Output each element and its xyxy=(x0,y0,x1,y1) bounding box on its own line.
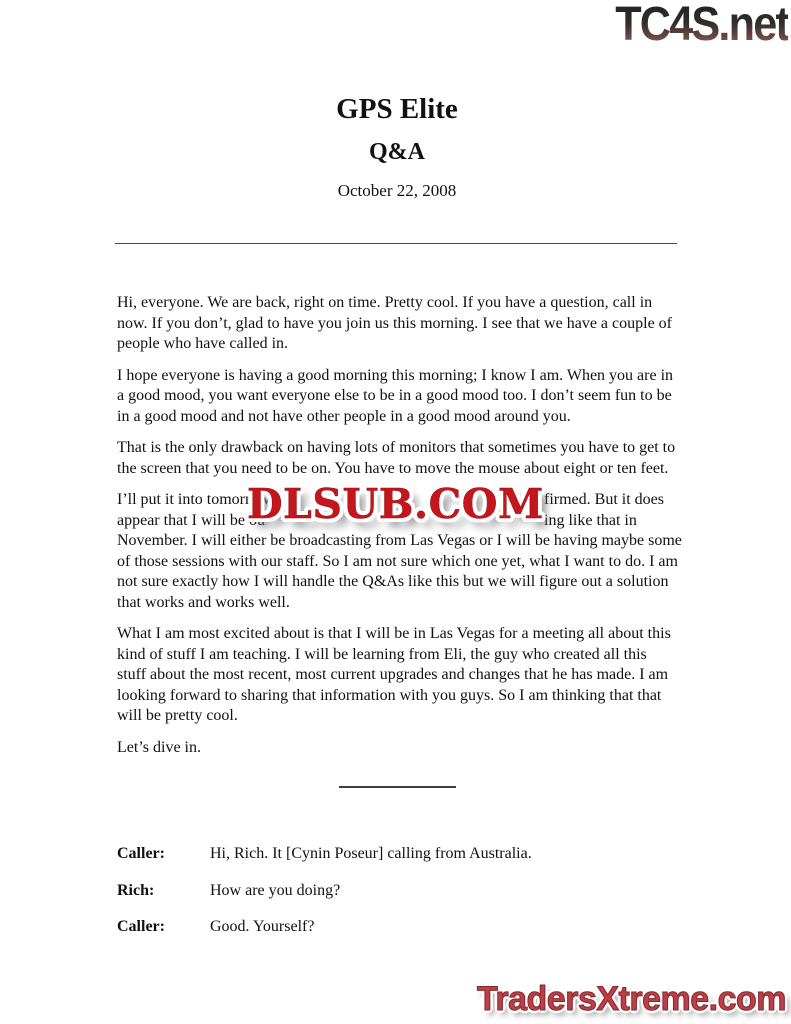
paragraph: Let’s dive in. xyxy=(117,738,201,756)
page-title: GPS Elite xyxy=(336,93,458,125)
dialogue-row xyxy=(117,917,677,938)
paragraph-line: not sure exactly how I will handle the Q&As like this but we will figure out a solution xyxy=(117,573,669,590)
dialogue-speaker: Caller: xyxy=(117,845,165,862)
paragraph-line: November. I will either be broadcasting from Las Vegas or I will be having maybe some xyxy=(117,532,682,549)
dialogue-row xyxy=(117,844,677,865)
paragraph: Hi, everyone. We are back, right on time. Pretty cool. If you have a question, call in now. If you don’t, glad to have you join us this morning. I see that we have a couple of people who have called in. xyxy=(117,294,672,352)
obscured-line-fragment: firmed. But it does xyxy=(544,491,664,508)
paragraph-with-watermark xyxy=(117,480,682,613)
dialogue-speaker: Rich: xyxy=(117,881,155,899)
paragraph-line: of those sessions with our staff. So I am not sure which one yet, what I want to do. I am xyxy=(117,552,678,570)
tradersxtreme-logo: TradersXtreme.com xyxy=(477,980,786,1018)
document-content xyxy=(117,0,682,954)
paragraph: I hope everyone is having a good morning this morning; I know I am. When you are in a good mood, you want everyone else to be in a good mood too. I don’t seem fun to be in a good mood and not have other people in a good mood around you. xyxy=(117,366,674,425)
dialogue-row xyxy=(117,881,677,902)
section-divider xyxy=(339,786,456,788)
obscured-line-fragment: appear that I will be ou xyxy=(117,511,265,529)
horizontal-rule xyxy=(115,243,677,244)
dialogue-text: Good. Yourself? xyxy=(210,918,315,935)
page-subtitle: Q&A xyxy=(369,139,425,165)
paragraph: What I am most excited about is that I will be in Las Vegas for a meeting all about this kind of stuff I am teaching. I will be learning from Eli, the guy who created all this stuff about the most recent, most current upgrades and changes that he has made. I am looking forward to sharing that information with you guys. So I am thinking that that will be pretty cool. xyxy=(117,625,671,724)
dialogue-text: Hi, Rich. It [Cynin Poseur] calling from Australia. xyxy=(210,845,532,862)
paragraph: That is the only drawback on having lots of monitors that sometimes you have to get to the screen that you need to be on. You have to move the mouse about eight or ten feet. xyxy=(117,439,676,477)
tc4s-logo: TC4S.net xyxy=(615,0,788,51)
dialogue-section xyxy=(117,844,677,938)
obscured-line-fragment: I’ll put it into tomorrow xyxy=(117,491,270,508)
document-date: October 22, 2008 xyxy=(337,181,457,200)
obscured-line-fragment: ing like that in xyxy=(544,511,637,529)
dlsub-watermark: DLSUB.COM xyxy=(247,480,544,528)
paragraph-line: that works and works well. xyxy=(117,593,290,611)
dialogue-speaker: Caller: xyxy=(117,918,165,935)
dialogue-text: How are you doing? xyxy=(210,881,341,899)
